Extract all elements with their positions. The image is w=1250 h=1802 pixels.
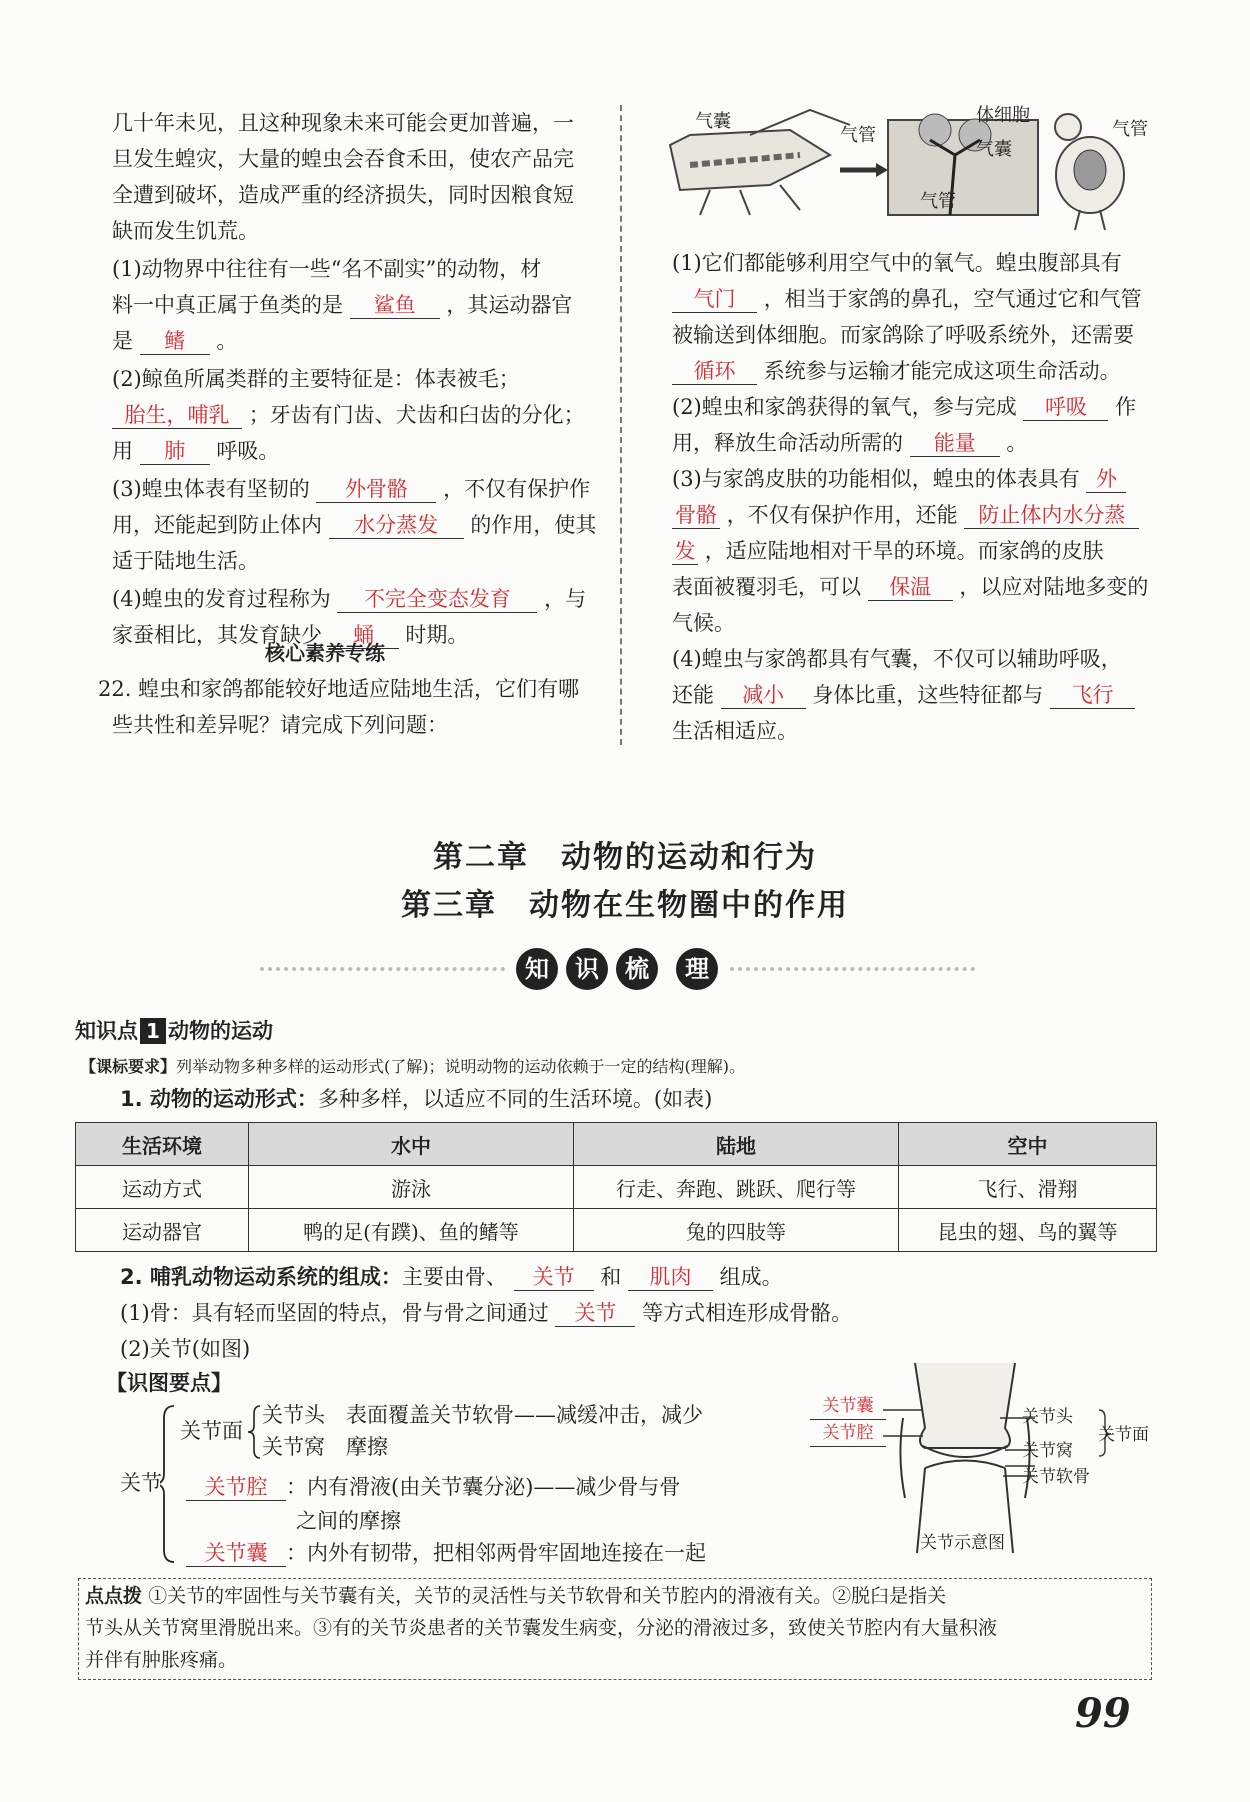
q3-line-2: [112, 510, 596, 540]
r1-line-4: [672, 356, 1121, 386]
tip-box: [78, 1578, 1152, 1680]
q3-line-3: 适于陆地生活。: [112, 549, 259, 573]
q22-line-2: 些共性和差异呢？请完成下列问题：: [112, 713, 448, 737]
q3-text: 的作用，使其: [470, 513, 597, 537]
joint-intro: (2)关节(如图): [120, 1337, 251, 1361]
kp1-requirement: [80, 1052, 745, 1082]
r1-answer-1: 气门: [672, 286, 757, 313]
upper-bone: [915, 1363, 1015, 1448]
tree-cavity: 关节腔: [186, 1474, 286, 1501]
r4-line-3: 生活相适应。: [672, 719, 798, 743]
page-number: 99: [1075, 1690, 1131, 1737]
figure-label-trachea-3: 气管: [1112, 119, 1148, 140]
r3-text: ，不仅有保护作用，还能: [726, 503, 958, 527]
tip-label: 点点拨: [85, 1585, 143, 1607]
q1-line-2: [112, 290, 572, 320]
req-label: 【课标要求】: [80, 1057, 177, 1076]
r1-text: 系统参与运输才能完成这项生命活动。: [763, 359, 1121, 383]
q2-answer-2: 肺: [140, 438, 210, 465]
req-text: 列举动物多种多样的运动形式(了解)；说明动物的运动依赖于一定的结构(理解)。: [176, 1057, 745, 1076]
q1-text: 料一中真正属于鱼类的是: [112, 293, 343, 317]
r2-text: 用，释放生命活动所需的: [672, 431, 903, 455]
table-cell: 飞行、滑翔: [899, 1166, 1157, 1209]
figure-label-body-cell: 体细胞: [976, 105, 1030, 126]
table-header: 空中: [899, 1123, 1157, 1166]
table-cell: 鸭的足(有蹼)、鱼的鳍等: [249, 1209, 574, 1252]
r3-answer-1b: 骨骼: [672, 502, 720, 529]
r3-text: 表面被覆羽毛，可以: [672, 575, 861, 599]
diagram-label-face: 关节面: [1098, 1425, 1149, 1445]
r3-answer-1: 外: [1086, 466, 1126, 493]
passage-line-1: 几十年未见，且这种现象未来可能会更加普遍，一: [112, 111, 574, 135]
respiration-figure: [650, 105, 1170, 235]
r3-text: ，适应陆地相对干旱的环境。而家鸽的皮肤: [704, 539, 1104, 563]
tree-head: 关节头: [262, 1403, 325, 1427]
tree-face: 关节面: [180, 1419, 243, 1443]
figure-label-airsac-2: 气囊: [976, 139, 1012, 160]
r4-answer-2: 飞行: [1050, 682, 1135, 709]
item1-text: 多种多样，以适应不同的生活环境。(如表): [317, 1087, 713, 1111]
q4-text: 家蚕相比，其发育缺少: [112, 623, 322, 647]
kp1-number: 1: [140, 1018, 166, 1044]
table-cell: 运动器官: [76, 1209, 249, 1252]
r4-line-2: [672, 680, 1135, 710]
r3-text: (3)与家鸽皮肤的功能相似，蝗虫的体表具有: [672, 467, 1080, 491]
divider-dots-left: [260, 967, 505, 971]
r2-text: (2)蝗虫和家鸽获得的氧气，参与完成: [672, 395, 1017, 419]
diagram-caption: 关节示意图: [920, 1533, 1005, 1553]
q1-text: ，其运动器官: [446, 293, 573, 317]
tree-cavity-desc: ：内有滑液(由关节囊分泌)——减少骨与骨: [286, 1475, 681, 1499]
q1-text: 是: [112, 329, 133, 353]
r3-answer-3: 保温: [868, 574, 953, 601]
table-cell: 昆虫的翅、鸟的翼等: [899, 1209, 1157, 1252]
item1-label: 1. 动物的运动形式：: [120, 1087, 318, 1111]
item2-answer-2: 肌肉: [628, 1264, 713, 1291]
tip-line-2: 节头从关节窝里滑脱出来。③有的关节炎患者的关节囊发生病变，分泌的滑液过多，致使关节腔内有大量积液: [85, 1617, 998, 1639]
figure-label-airsac: 气囊: [695, 111, 731, 132]
passage-line-3: 全遭到破坏，造成严重的经济损失，同时因粮食短: [112, 183, 574, 207]
kp1-item2: [120, 1262, 783, 1292]
r2-text: 作: [1115, 395, 1137, 419]
figure-label-trachea: 气管: [840, 125, 876, 146]
tip-line-1: [85, 1581, 946, 1611]
r4-answer-1: 减小: [721, 682, 806, 709]
tree-face-desc-2: 摩擦: [346, 1435, 388, 1459]
table-header: 生活环境: [76, 1123, 249, 1166]
q3-text: ，不仅有保护作: [443, 477, 591, 501]
q3-line-1: [112, 474, 590, 504]
q4-text: 时期。: [405, 623, 469, 647]
q1-line-1: (1)动物界中往往有一些“名不副实”的动物，材: [112, 257, 542, 281]
face-brace: [248, 1406, 260, 1458]
table-cell: 兔的四肢等: [574, 1209, 899, 1252]
badge-char-1: 知: [516, 948, 558, 990]
q22-line-1: 22. 蝗虫和家鸽都能较好地适应陆地生活，它们有哪: [98, 677, 580, 701]
table-cell: 行走、奔跑、跳跃、爬行等: [574, 1166, 899, 1209]
recog-label: 【识图要点】: [106, 1371, 232, 1395]
r1-line-3: 被输送到体细胞。而家鸽除了呼吸系统外，还需要: [672, 323, 1134, 347]
q4-line-1: [112, 584, 586, 614]
r3-text: ，以应对陆地多变的: [959, 575, 1149, 599]
q4-text: ，与: [544, 587, 587, 611]
q1-line-3: [112, 326, 237, 356]
table-cell: 游泳: [249, 1166, 574, 1209]
table-row: [76, 1166, 1157, 1209]
tree-capsule-desc: ：内外有韧带，把相邻两骨牢固地连接在一起: [286, 1541, 706, 1565]
badge-char-3: 梳: [616, 948, 658, 990]
divider-dots-right: [730, 967, 975, 971]
tree-root: 关节: [120, 1471, 162, 1495]
bone-text: (1)骨：具有轻而坚固的特点，骨与骨之间通过: [120, 1301, 549, 1325]
bone-answer: 关节: [555, 1300, 635, 1327]
r2-text: 。: [1006, 431, 1028, 455]
diagram-label-cavity: 关节腔: [810, 1420, 886, 1447]
joint-socket-curve: [925, 1461, 1005, 1469]
q2-line-1: (2)鲸鱼所属类群的主要特征是：体表被毛；: [112, 367, 520, 391]
q1-answer-2: 鳍: [140, 328, 210, 355]
tree-capsule: 关节囊: [186, 1540, 286, 1567]
item2-text: 和: [600, 1265, 622, 1289]
table-cell: 运动方式: [76, 1166, 249, 1209]
chapter-3-title: 第三章 动物在生物圈中的作用: [401, 888, 849, 923]
tree-socket: 关节窝: [262, 1435, 325, 1459]
q1-answer-1: 鲨鱼: [350, 292, 440, 319]
table-row: [76, 1209, 1157, 1252]
r1-answer-2: 循环: [672, 358, 757, 385]
bone-line: [120, 1298, 852, 1328]
movement-table: [75, 1122, 1157, 1252]
q2-line-3: [112, 436, 279, 466]
diagram-label-socket: 关节窝: [1022, 1441, 1073, 1461]
diagram-label-capsule: 关节囊: [810, 1393, 886, 1420]
q3-text: 用，还能起到防止体内: [112, 513, 322, 537]
tree-brackets: [160, 1398, 270, 1573]
r4-text: 身体比重，这些特征都与: [812, 683, 1044, 707]
r1-line-1: (1)它们都能够利用空气中的氧气。蝗虫腹部具有: [672, 251, 1122, 275]
table-header: 陆地: [574, 1123, 899, 1166]
q1-text: 。: [216, 329, 238, 353]
kp1-item1: [120, 1084, 712, 1114]
r3-line-3: [672, 536, 1104, 566]
passage-line-4: 缺而发生饥荒。: [112, 219, 259, 243]
kp1-prefix: 知识点: [75, 1019, 138, 1043]
item2-text: 组成。: [719, 1265, 783, 1289]
r4-text: 还能: [672, 683, 714, 707]
badge-char-4: 理: [676, 948, 718, 990]
badge-char-2: 识: [566, 948, 608, 990]
diagram-label-cartilage: 关节软骨: [1022, 1467, 1090, 1487]
q3-answer-2: 水分蒸发: [329, 512, 464, 539]
q2-text: 用: [112, 439, 133, 463]
tree-face-desc-1: 表面覆盖关节软骨——减缓冲击，减少: [346, 1403, 703, 1427]
r2-line-2: [672, 428, 1027, 458]
table-header-row: [76, 1123, 1157, 1166]
chapter-2-title: 第二章 动物的运动和行为: [433, 840, 817, 875]
q2-answer-1: 胎生，哺乳: [112, 402, 242, 429]
q4-answer-1: 不完全变态发育: [337, 586, 537, 613]
r3-line-5: 气候。: [672, 611, 735, 635]
r2-answer-1: 呼吸: [1023, 394, 1108, 421]
r3-line-2: [672, 500, 1139, 530]
kp1-title: 动物的运动: [168, 1019, 273, 1043]
item2-text: 主要由骨、: [401, 1265, 507, 1289]
r3-line-1: [672, 464, 1126, 494]
passage-line-2: 旦发生蝗灾，大量的蝗虫会吞食禾田，使农产品完: [112, 147, 574, 171]
kp1-heading: [75, 1016, 273, 1046]
r3-answer-2b: 发: [672, 538, 698, 565]
tip-text-1: ①关节的牢固性与关节囊有关，关节的灵活性与关节软骨和关节腔内的滑液有关。②脱臼是指关: [148, 1585, 947, 1607]
r4-line-1: (4)蝗虫与家鸽都具有气囊，不仅可以辅助呼吸，: [672, 647, 1122, 671]
r2-line-1: [672, 392, 1136, 422]
r1-text: ，相当于家鸽的鼻孔，空气通过它和气管: [763, 287, 1142, 311]
table-header: 水中: [249, 1123, 574, 1166]
q2-text: 呼吸。: [216, 439, 280, 463]
r3-line-4: [672, 572, 1148, 602]
tissue-illustration: [888, 114, 1038, 215]
tree-cavity-desc-2: 之间的摩擦: [296, 1509, 401, 1533]
tip-line-3: 并伴有肿胀疼痛。: [85, 1649, 238, 1671]
q2-line-2: [112, 400, 585, 430]
root-brace: [160, 1406, 174, 1562]
section-title: 核心素养专练: [265, 641, 385, 665]
r1-line-2: [672, 284, 1142, 314]
item2-answer-1: 关节: [514, 1264, 594, 1291]
q4-text: (4)蝗虫的发育过程称为: [112, 587, 331, 611]
r3-answer-2: 防止体内水分蒸: [964, 502, 1139, 529]
item2-label: 2. 哺乳动物运动系统的组成：: [120, 1265, 402, 1289]
q3-answer-1: 外骨骼: [316, 476, 436, 503]
q3-text: (3)蝗虫体表有坚韧的: [112, 477, 310, 501]
column-divider: [620, 105, 622, 745]
bone-text: 等方式相连形成骨骼。: [642, 1301, 853, 1325]
r2-answer-2: 能量: [910, 430, 1000, 457]
q2-text: ；牙齿有门齿、犬齿和臼齿的分化；: [248, 403, 585, 427]
figure-label-trachea-2: 气管: [920, 191, 956, 212]
q4-answer-2: 蛹: [329, 622, 399, 649]
diagram-label-head: 关节头: [1022, 1407, 1073, 1427]
